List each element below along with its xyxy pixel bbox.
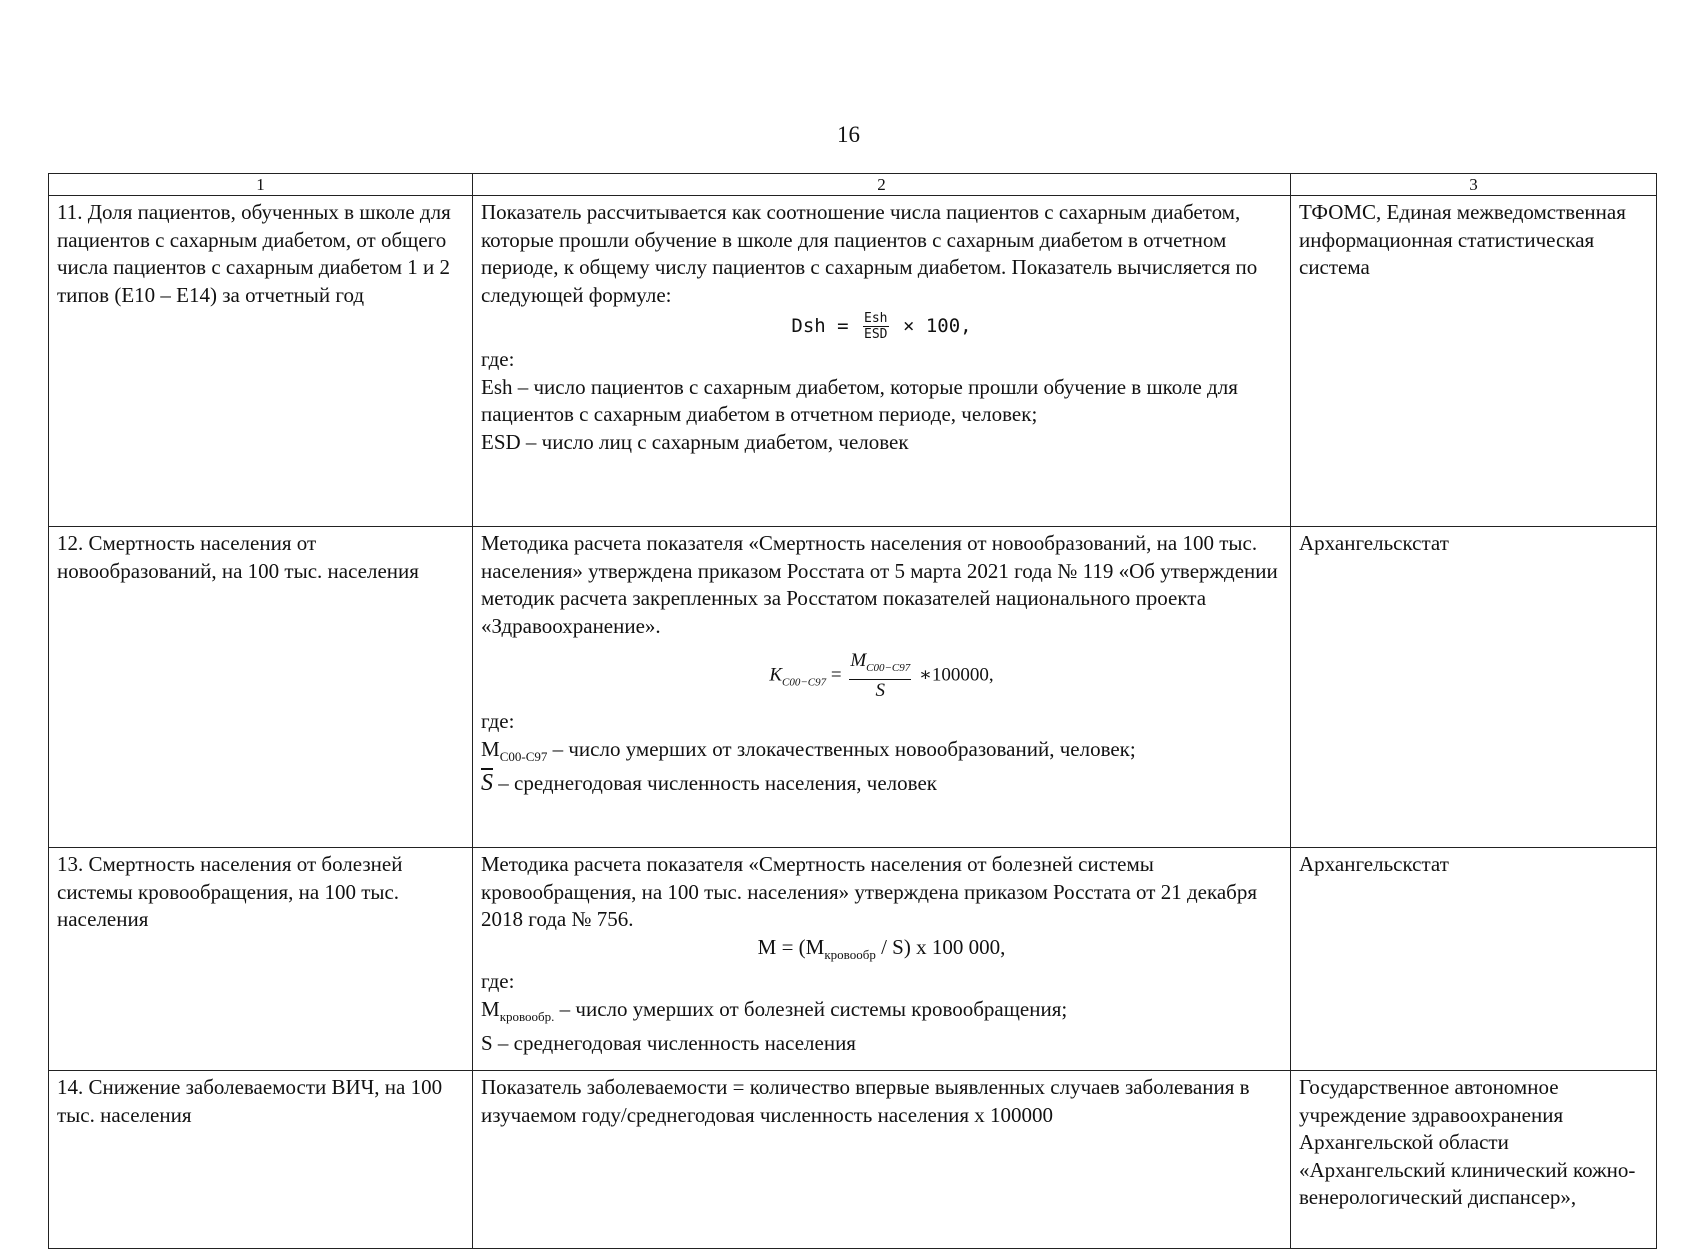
formula-lhs-subscript: C00−C97 [782, 676, 827, 689]
formula-fraction [849, 650, 911, 702]
indicator-name: 14. Снижение заболеваемости ВИЧ, на 100 тыс. населения [49, 1071, 473, 1249]
data-source: Архангельскстат [1291, 848, 1657, 1071]
def-text: – число умерших от болезней системы кровообращения; [554, 996, 1068, 1021]
calculation-method [473, 196, 1291, 527]
indicator-name: 12. Смертность населения от новообразований, на 100 тыс. населения [49, 527, 473, 848]
calculation-method [473, 848, 1291, 1071]
column-number-1: 1 [49, 174, 473, 196]
data-source: ТФОМС, Единая межведомственная информационная статистическая система [1291, 196, 1657, 527]
where-label: где: [481, 347, 515, 371]
formula [481, 934, 1282, 969]
formula-rhs: × 100, [902, 315, 972, 337]
where-label: где: [481, 709, 515, 733]
formula-rhs: ∗100000, [919, 664, 994, 686]
table-row [49, 848, 1657, 1071]
formula-denominator: S [875, 680, 886, 701]
table-row [49, 196, 1657, 527]
formula-denominator: ESD [864, 327, 888, 342]
def-text: – среднегодовая численность населения, человек [493, 771, 937, 796]
indicator-name: 13. Смертность населения от болезней системы кровообращения, на 100 тыс. населения [49, 848, 473, 1071]
indicator-name: 11. Доля пациентов, обученных в школе для пациентов с сахарным диабетом, от общего числа пациентов с сахарным диабетом 1 и 2 типов (Е10 – Е14) за отчетный год [49, 196, 473, 527]
indicator-table [48, 173, 1657, 1249]
method-text: Показатель рассчитывается как соотношение числа пациентов с сахарным диабетом, которые прошли обучение в школе для пациентов с сахарным диабетом в отчетном периоде, к общему числу пациентов с сахарным диабетом. Показатель вычисляется по следующей формуле: [481, 200, 1258, 307]
formula-lhs: Dsh = [791, 315, 849, 337]
formula-part: М = (М [757, 934, 825, 959]
formula-lhs: K [769, 664, 782, 686]
method-text: Методика расчета показателя «Смертность населения от болезней системы кровообращения, на 100 тыс. населения» утверждена приказом Росстата от 21 декабря 2018 года № 756. [481, 852, 1258, 931]
calculation-method: Показатель заболеваемости = количество впервые выявленных случаев заболевания в изучаемом году/среднегодовая численность населения х 100000 [473, 1071, 1291, 1249]
definition: ESD – число лиц с сахарным диабетом, человек [481, 429, 909, 454]
definition [481, 736, 1282, 771]
numerator-subscript: C00−C97 [866, 662, 911, 674]
definition [481, 996, 1282, 1031]
formula-subscript: кровообр [824, 946, 876, 962]
numerator-symbol: M [850, 650, 867, 671]
def-symbol-subscript: кровообр. [499, 1008, 555, 1024]
page-number: 16 [837, 122, 860, 147]
formula-equals: = [830, 664, 842, 686]
definition [481, 770, 1282, 798]
where-label: где: [481, 969, 515, 994]
calculation-method [473, 527, 1291, 848]
formula [481, 650, 1282, 702]
def-symbol: М [481, 736, 500, 761]
def-text: – число умерших от злокачественных новообразований, человек; [547, 736, 1136, 761]
data-source: Государственное автономное учреждение здравоохранения Архангельской области «Архангельский клинический кожно-венерологический диспансер», [1291, 1071, 1657, 1249]
def-symbol: $\overline{S}$ [481, 770, 493, 797]
table-header-row [49, 174, 1657, 196]
def-symbol-subscript: С00-С97 [499, 748, 548, 764]
definition: S – среднегодовая численность населения [481, 1031, 856, 1056]
method-text: Методика расчета показателя «Смертность населения от новообразований, на 100 тыс. населения» утверждена приказом Росстата от 5 марта 2021 года № 119 «Об утверждении методик расчета закрепленных за Росстатом показателей национального проекта «Здравоохранение». [481, 531, 1278, 638]
column-number-3: 3 [1291, 174, 1657, 196]
formula-part: / S) х 100 000, [875, 934, 1006, 959]
formula-numerator: Esh [864, 311, 888, 326]
formula [481, 311, 1282, 342]
column-number-2: 2 [473, 174, 1291, 196]
formula-numerator [849, 650, 911, 680]
table-row [49, 527, 1657, 848]
formula-fraction [863, 311, 888, 342]
def-symbol: М [481, 996, 500, 1021]
definition: Esh – число пациентов с сахарным диабетом, которые прошли обучение в школе для пациентов с сахарным диабетом в отчетном периоде, человек; [481, 374, 1238, 426]
table-row [49, 1071, 1657, 1249]
data-source: Архангельскстат [1291, 527, 1657, 848]
